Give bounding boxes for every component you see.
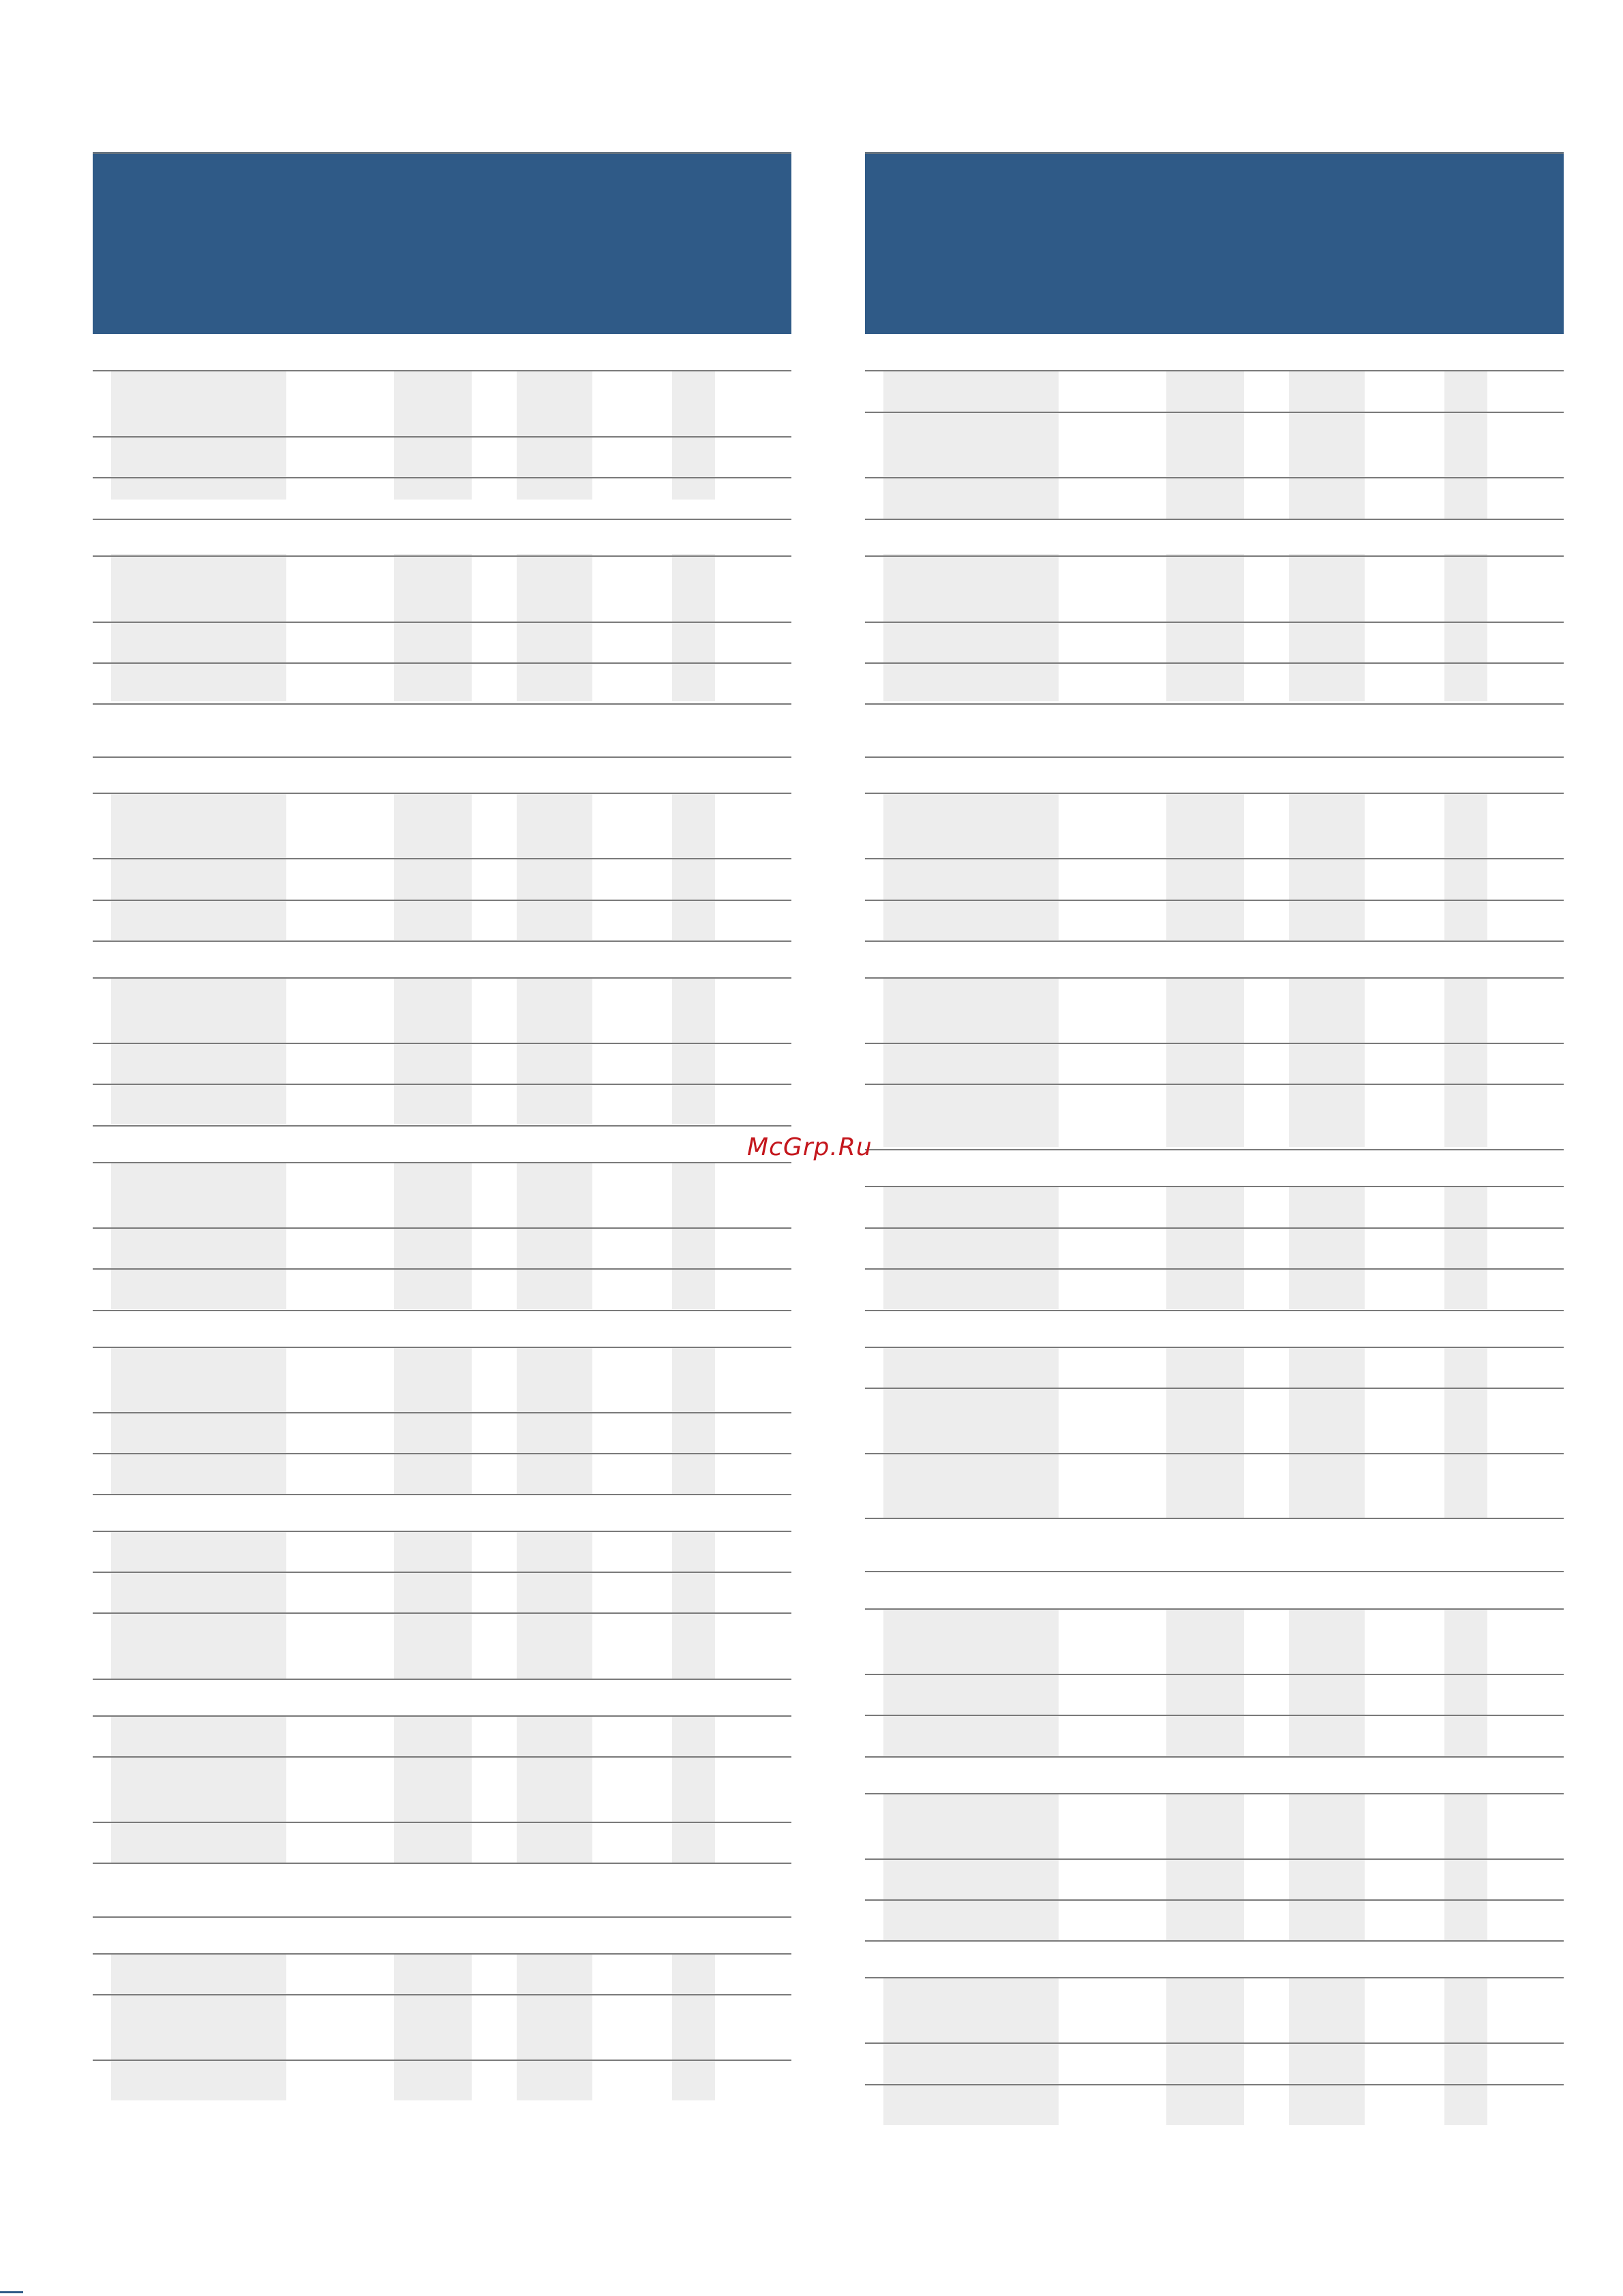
right-band-r6-c1 [1166,1608,1244,1756]
right-row-rule-31 [865,1858,1564,1860]
left-band-r1-c2 [517,554,592,701]
right-band-r5-c0 [883,1347,1059,1518]
right-table-body [865,152,1564,2128]
left-row-rule-1 [93,436,791,438]
right-band-r2-c0 [883,793,1059,940]
left-band-r3-c3 [672,977,715,1124]
right-row-rule-23 [865,1453,1564,1454]
right-row-rule-26 [865,1608,1564,1610]
left-row-rule-36 [93,2060,791,2061]
right-band-r6-c0 [883,1608,1059,1756]
left-band-r8-c2 [517,1953,592,2100]
left-row-rule-35 [93,1994,791,1995]
right-band-r0-c2 [1289,370,1365,519]
left-row-rule-25 [93,1531,791,1532]
left-band-r5-c0 [111,1347,286,1494]
left-row-rule-32 [93,1863,791,1864]
right-band-r4-c0 [883,1186,1059,1309]
left-band-r3-c2 [517,977,592,1124]
left-band-r1-c1 [394,554,472,701]
left-row-rule-12 [93,940,791,942]
watermark-text: McGrp.Ru [747,1133,873,1161]
right-band-r1-c0 [883,554,1059,701]
left-band-r6-c3 [672,1531,715,1679]
left-row-rule-3 [93,519,791,520]
left-table-body [93,152,791,2128]
left-band-r5-c2 [517,1347,592,1494]
right-row-rule-17 [865,1186,1564,1187]
left-band-r8-c0 [111,1953,286,2100]
left-row-rule-2 [93,477,791,478]
right-band-r5-c2 [1289,1347,1365,1518]
right-band-r3-c0 [883,977,1059,1147]
left-row-rule-33 [93,1916,791,1918]
right-band-r6-c2 [1289,1608,1365,1756]
right-row-rule-21 [865,1347,1564,1348]
left-band-r1-c3 [672,554,715,701]
right-table-header [865,152,1564,334]
left-row-rule-18 [93,1227,791,1229]
right-band-r7-c1 [1166,1793,1244,1940]
left-row-rule-8 [93,756,791,758]
right-band-r2-c3 [1444,793,1487,940]
left-band-r5-c3 [672,1347,715,1494]
right-row-rule-35 [865,2042,1564,2044]
right-band-r1-c3 [1444,554,1487,701]
left-row-rule-10 [93,858,791,859]
left-band-r1-c0 [111,554,286,701]
right-row-rule-34 [865,1977,1564,1978]
right-band-r1-c1 [1166,554,1244,701]
footer-mark [0,2291,23,2293]
right-row-rule-33 [865,1940,1564,1942]
right-band-r0-c3 [1444,370,1487,519]
left-band-r6-c0 [111,1531,286,1679]
left-band-r5-c1 [394,1347,472,1494]
right-row-rule-5 [865,622,1564,623]
left-row-rule-0 [93,370,791,371]
right-band-r1-c2 [1289,554,1365,701]
right-band-r4-c1 [1166,1186,1244,1309]
left-row-rule-22 [93,1412,791,1413]
right-band-r7-c2 [1289,1793,1365,1940]
right-row-rule-3 [865,519,1564,520]
right-row-rule-36 [865,2084,1564,2085]
right-band-r3-c3 [1444,977,1487,1147]
left-row-rule-30 [93,1756,791,1758]
right-row-rule-30 [865,1793,1564,1794]
right-band-r5-c1 [1166,1347,1244,1518]
left-row-rule-9 [93,793,791,794]
left-band-r7-c0 [111,1715,286,1863]
left-band-r8-c1 [394,1953,472,2100]
right-row-rule-9 [865,793,1564,794]
right-band-r0-c0 [883,370,1059,519]
left-row-rule-28 [93,1679,791,1680]
right-row-rule-8 [865,756,1564,758]
left-band-r0-c1 [394,370,472,500]
right-row-rule-14 [865,1043,1564,1044]
left-row-rule-21 [93,1347,791,1348]
right-band-r8-c1 [1166,1978,1244,2125]
left-band-r7-c1 [394,1715,472,1863]
right-row-rule-12 [865,940,1564,942]
left-row-rule-13 [93,977,791,979]
left-table-header [93,152,791,334]
right-band-r3-c1 [1166,977,1244,1147]
left-band-r2-c1 [394,793,472,940]
left-row-rule-31 [93,1822,791,1823]
right-row-rule-11 [865,900,1564,901]
left-row-rule-16 [93,1125,791,1127]
left-row-rule-29 [93,1715,791,1717]
left-row-rule-14 [93,1043,791,1044]
right-row-rule-27 [865,1674,1564,1675]
left-band-r2-c0 [111,793,286,940]
left-band-r4-c2 [517,1162,592,1309]
right-row-rule-0 [865,370,1564,371]
right-row-rule-15 [865,1084,1564,1085]
left-band-r6-c1 [394,1531,472,1679]
right-row-rule-19 [865,1268,1564,1270]
right-band-r4-c2 [1289,1186,1365,1309]
left-band-r2-c2 [517,793,592,940]
right-band-r7-c0 [883,1793,1059,1940]
right-row-rule-4 [865,555,1564,557]
right-row-rule-22 [865,1388,1564,1389]
right-row-rule-1 [865,412,1564,413]
right-row-rule-16 [865,1149,1564,1150]
left-row-rule-27 [93,1612,791,1614]
right-band-r8-c2 [1289,1978,1365,2125]
right-band-r0-c1 [1166,370,1244,519]
left-band-r4-c0 [111,1162,286,1309]
left-band-r4-c3 [672,1162,715,1309]
left-band-r3-c1 [394,977,472,1124]
right-row-rule-20 [865,1310,1564,1311]
left-row-rule-17 [93,1162,791,1163]
left-band-r0-c0 [111,370,286,500]
left-row-rule-19 [93,1268,791,1270]
right-band-r2-c1 [1166,793,1244,940]
left-band-r6-c2 [517,1531,592,1679]
right-row-rule-32 [865,1899,1564,1901]
left-row-rule-11 [93,900,791,901]
left-row-rule-20 [93,1310,791,1311]
left-row-rule-5 [93,622,791,623]
right-band-r8-c3 [1444,1978,1487,2125]
right-band-r4-c3 [1444,1186,1487,1309]
left-row-rule-6 [93,662,791,664]
right-row-rule-29 [865,1756,1564,1758]
left-band-r0-c2 [517,370,592,500]
right-row-rule-25 [865,1571,1564,1572]
left-row-rule-15 [93,1084,791,1085]
right-band-r5-c3 [1444,1347,1487,1518]
left-band-r4-c1 [394,1162,472,1309]
left-row-rule-4 [93,555,791,557]
left-row-rule-23 [93,1453,791,1454]
right-row-rule-13 [865,977,1564,979]
left-row-rule-34 [93,1953,791,1955]
right-band-r6-c3 [1444,1608,1487,1756]
left-band-r2-c3 [672,793,715,940]
left-band-r7-c2 [517,1715,592,1863]
left-band-r8-c3 [672,1953,715,2100]
right-band-r2-c2 [1289,793,1365,940]
left-row-rule-24 [93,1494,791,1495]
left-row-rule-26 [93,1572,791,1573]
left-band-r0-c3 [672,370,715,500]
right-row-rule-28 [865,1715,1564,1716]
right-row-rule-2 [865,477,1564,478]
right-table-panel [865,152,1564,2128]
right-row-rule-18 [865,1227,1564,1229]
left-table-panel [93,152,791,2128]
left-band-r7-c3 [672,1715,715,1863]
right-row-rule-10 [865,858,1564,859]
right-row-rule-24 [865,1518,1564,1519]
right-row-rule-7 [865,703,1564,705]
left-row-rule-7 [93,703,791,705]
right-band-r3-c2 [1289,977,1365,1147]
right-row-rule-6 [865,662,1564,664]
right-band-r8-c0 [883,1978,1059,2125]
right-band-r7-c3 [1444,1793,1487,1940]
left-band-r3-c0 [111,977,286,1124]
